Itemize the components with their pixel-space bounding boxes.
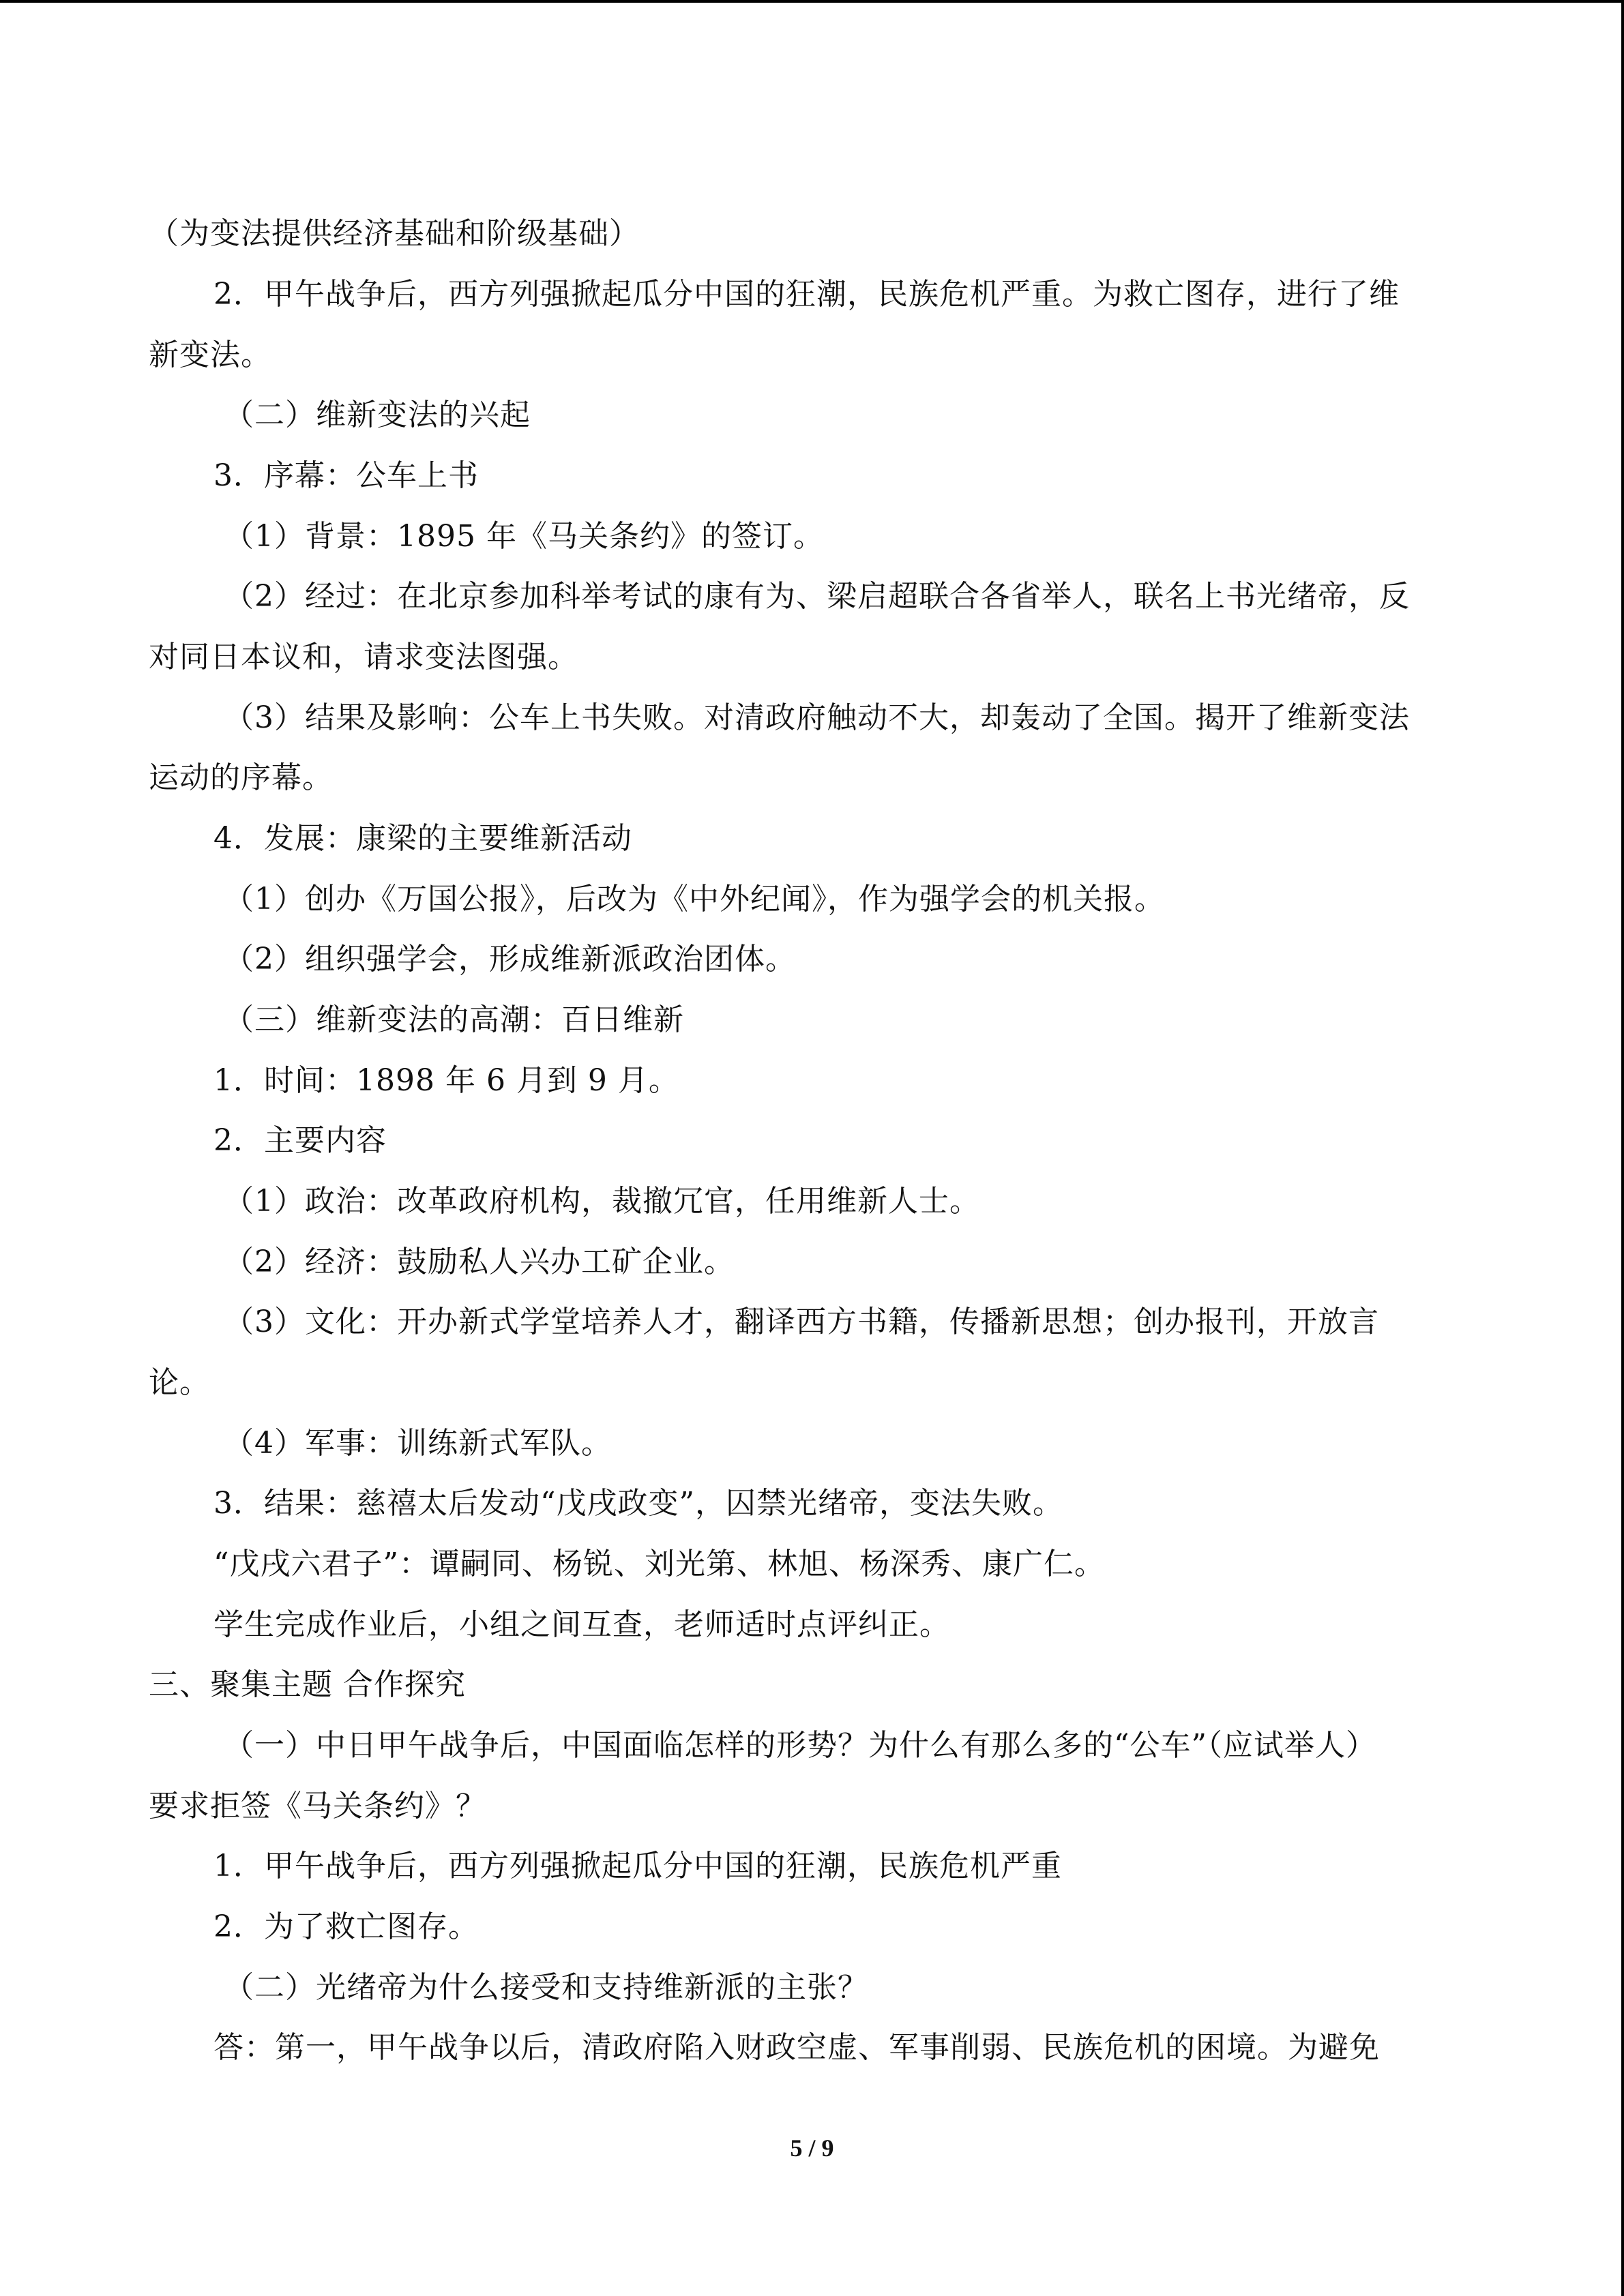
section-heading: 三、聚集主题 合作探究 bbox=[149, 1667, 466, 1702]
text-line: 要求拒签《马关条约》？ bbox=[149, 1789, 486, 1823]
text-line: 1．时间：1898 年 6 月到 9 月。 bbox=[213, 1063, 679, 1098]
section-heading: （三）维新变法的高潮：百日维新 bbox=[224, 1002, 684, 1037]
text-line: 运动的序幕。 bbox=[149, 760, 333, 795]
text-line: 4．发展：康梁的主要维新活动 bbox=[213, 821, 632, 856]
text-line: 3．序幕：公车上书 bbox=[213, 458, 479, 493]
page-number: 5 / 9 bbox=[790, 2134, 834, 2162]
text-line: （3）文化：开办新式学堂培养人才，翻译西方书籍，传播新思想；创办报刊，开放言 bbox=[224, 1304, 1379, 1339]
text-line: （1）创办《万国公报》，后改为《中外纪闻》，作为强学会的机关报。 bbox=[224, 882, 1165, 916]
text-line: 2．主要内容 bbox=[213, 1123, 387, 1158]
text-line: 新变法。 bbox=[149, 338, 271, 372]
text-line: 3．结果：慈禧太后发动“戊戌政变”，囚禁光绪帝，变法失败。 bbox=[213, 1486, 1063, 1521]
text-line: 论。 bbox=[149, 1365, 210, 1400]
text-line: （2）组织强学会，形成维新派政治团体。 bbox=[224, 942, 796, 976]
text-line: 2．甲午战争后，西方列强掀起瓜分中国的狂潮，民族危机严重。为救亡图存，进行了维 bbox=[213, 277, 1400, 312]
right-border bbox=[1621, 0, 1624, 2296]
top-border bbox=[0, 0, 1624, 3]
text-line: （2）经过：在北京参加科举考试的康有为、梁启超联合各省举人，联名上书光绪帝，反 bbox=[224, 579, 1410, 614]
text-line: （1）背景：1895 年《马关条约》的签订。 bbox=[224, 519, 824, 554]
text-line: “戊戌六君子”：谭嗣同、杨锐、刘光第、林旭、杨深秀、康广仁。 bbox=[213, 1547, 1105, 1581]
text-line: （2）经济：鼓励私人兴办工矿企业。 bbox=[224, 1244, 735, 1279]
section-heading: （二）维新变法的兴起 bbox=[224, 398, 531, 432]
text-line: 答：第一，甲午战争以后，清政府陷入财政空虚、军事削弱、民族危机的困境。为避免 bbox=[213, 2030, 1380, 2065]
text-line: （1）政治：改革政府机构，裁撤冗官，任用维新人士。 bbox=[224, 1184, 980, 1219]
text-line: （一）中日甲午战争后，中国面临怎样的形势？为什么有那么多的“公车”（应试举人） bbox=[224, 1728, 1376, 1763]
text-line: （二）光绪帝为什么接受和支持维新派的主张？ bbox=[224, 1970, 868, 2005]
text-line: 对同日本议和，请求变法图强。 bbox=[149, 640, 578, 674]
text-line: （3）结果及影响：公车上书失败。对清政府触动不大，却轰动了全国。揭开了维新变法 bbox=[224, 700, 1410, 735]
text-line: （4）军事：训练新式军队。 bbox=[224, 1426, 612, 1461]
text-line: 2．为了救亡图存。 bbox=[213, 1909, 479, 1944]
text-line: （为变法提供经济基础和阶级基础） bbox=[149, 216, 640, 251]
text-line: 1．甲午战争后，西方列强掀起瓜分中国的狂潮，民族危机严重 bbox=[213, 1849, 1062, 1883]
text-line: 学生完成作业后，小组之间互查，老师适时点评纠正。 bbox=[213, 1607, 950, 1642]
